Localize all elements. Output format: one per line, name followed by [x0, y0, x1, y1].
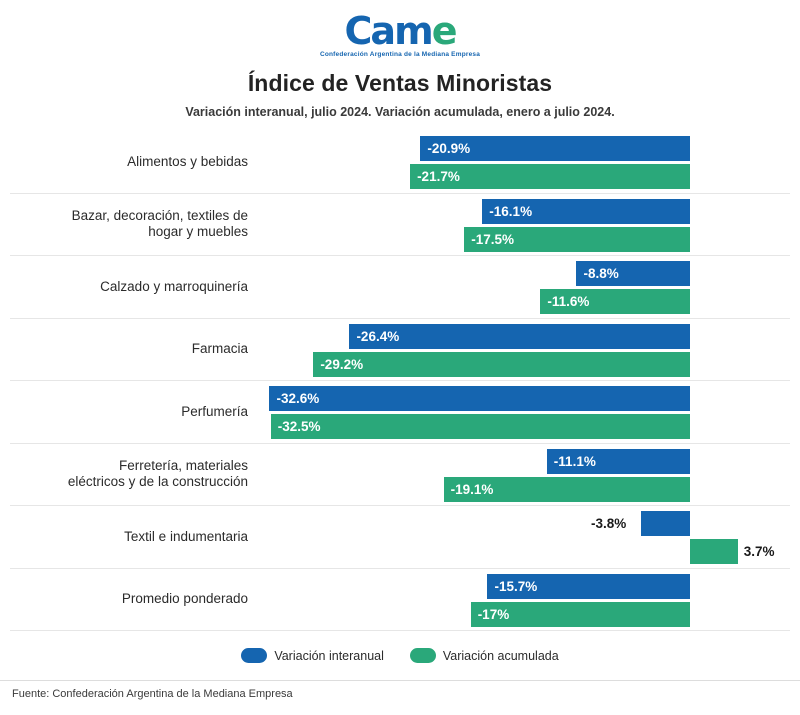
category-label: Bazar, decoración, textiles de hogar y muebles [71, 207, 248, 240]
bar-value-label: -15.7% [494, 578, 538, 594]
logo-letter-m: m [394, 9, 432, 53]
bar-value-label: -16.1% [489, 203, 533, 219]
bar-value-label: -21.7% [417, 169, 460, 184]
source-note: Fuente: Confederación Argentina de la Mediana Empresa [12, 688, 293, 700]
chart-category-row [0, 321, 800, 384]
bar-acumulada [271, 414, 690, 439]
category-label: Farmacia [191, 341, 248, 357]
chart-category-row [0, 508, 800, 571]
category-label: Textil e indumentaria [124, 528, 248, 544]
bar-acumulada [690, 539, 738, 564]
legend-swatch-icon [241, 648, 267, 663]
legend-swatch-icon [410, 648, 436, 663]
chart-category-row [0, 196, 800, 259]
bar-value-label: -19.1% [450, 481, 494, 497]
bar-interanual [269, 386, 690, 411]
came-logo [0, 0, 800, 58]
page-title: Índice de Ventas Minoristas [247, 70, 553, 96]
chart-category-row [0, 383, 800, 446]
chart-category-row [0, 133, 800, 196]
legend-item[interactable] [241, 648, 384, 663]
bar-value-label: -11.1% [553, 453, 596, 469]
legend-item[interactable] [410, 648, 559, 663]
bar-acumulada [313, 352, 690, 377]
bar-value-label: -3.8% [590, 516, 627, 531]
chart-plot-area [0, 133, 800, 633]
footer-divider [0, 680, 800, 681]
bar-interanual [641, 511, 690, 536]
category-label: Perfumería [181, 403, 248, 419]
chart-category-row [0, 571, 800, 634]
chart-legend [0, 648, 800, 663]
bar-value-label: -20.9% [427, 141, 471, 156]
logo-letter-c: C [344, 9, 371, 53]
chart-subtitle: Variación interanual, julio 2024. Variación acumulada, enero a julio 2024. [185, 105, 615, 119]
logo-letter-e: e [431, 9, 456, 53]
bar-value-label: -8.8% [583, 266, 619, 281]
category-label: Ferretería, materiales eléctricos y de la construcción [67, 457, 248, 490]
bar-value-label: -26.4% [356, 328, 400, 344]
logo-wordmark [344, 9, 456, 53]
bar-value-label: -32.5% [277, 419, 321, 434]
bar-value-label: -17.5% [471, 231, 515, 247]
category-label: Promedio ponderado [121, 591, 248, 607]
chart-category-row [0, 446, 800, 509]
bar-value-label: -17% [477, 606, 510, 622]
legend-label: Variación interanual [274, 648, 384, 663]
category-label: Calzado y marroquinería [100, 278, 248, 294]
logo-letter-a: a [370, 9, 395, 53]
chart-category-row [0, 258, 800, 321]
bar-value-label: -32.6% [276, 391, 320, 406]
logo-tagline: Confederación Argentina de la Mediana Empresa [319, 51, 481, 58]
category-label: Alimentos y bebidas [127, 153, 248, 169]
bar-value-label: -11.6% [547, 294, 590, 309]
bar-value-label: 3.7% [743, 544, 775, 559]
bar-interanual [349, 324, 690, 349]
legend-label: Variación acumulada [442, 648, 559, 663]
bar-value-label: -29.2% [320, 356, 364, 372]
